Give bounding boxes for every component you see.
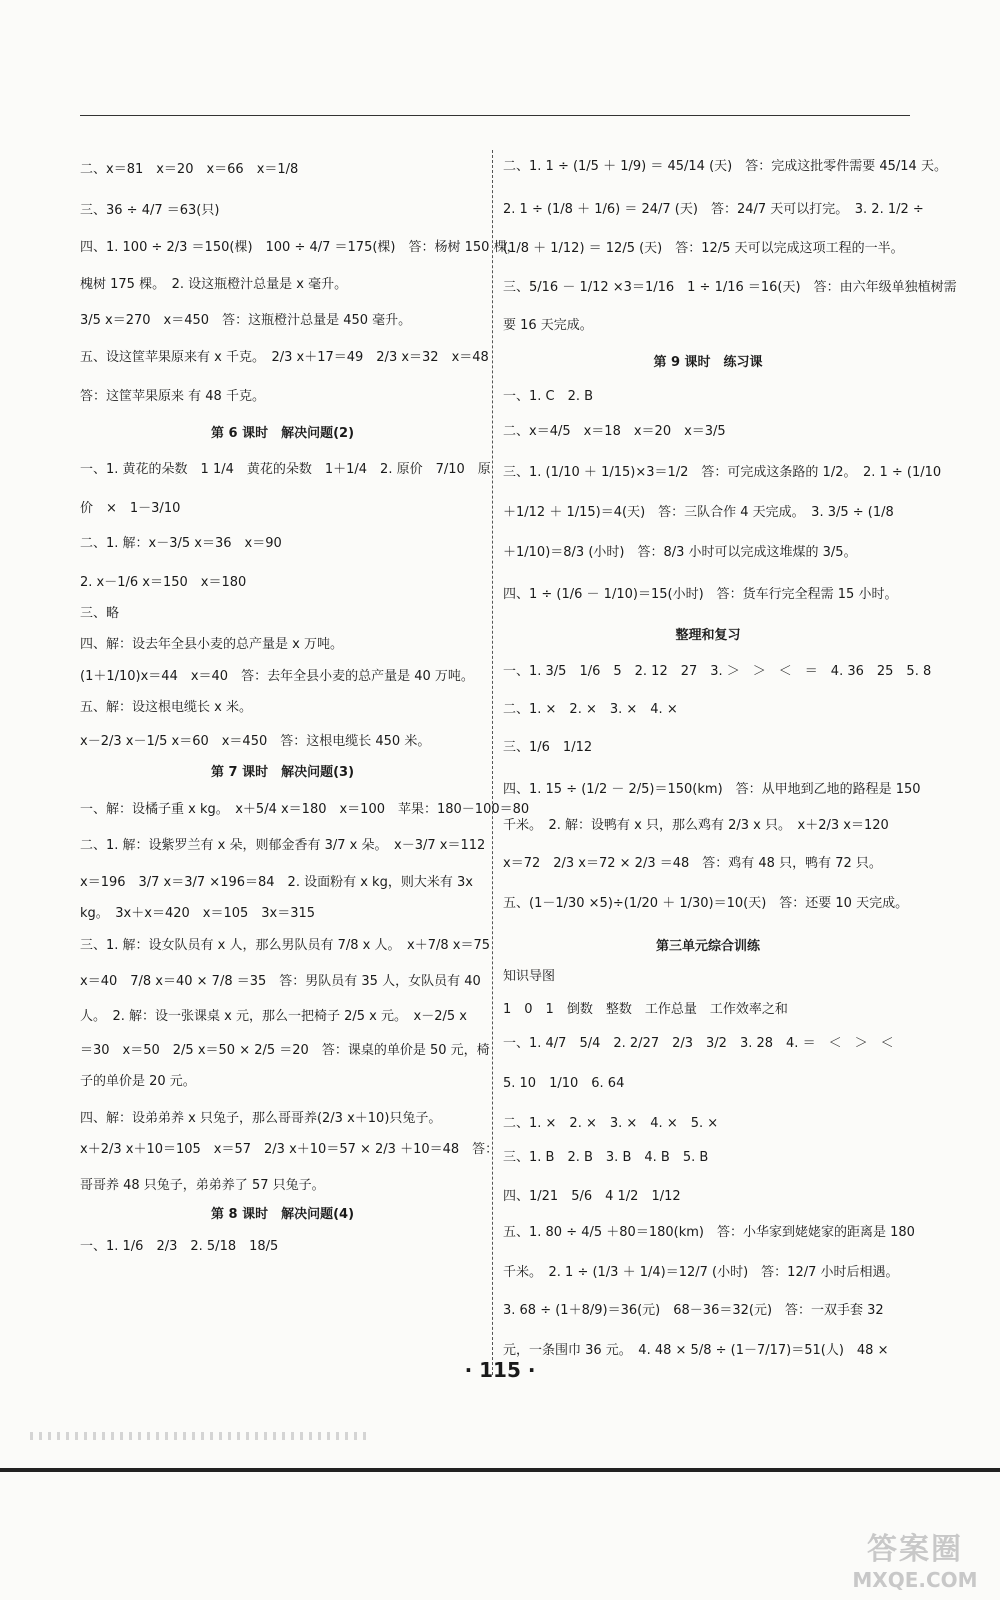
answer-line: 五、设这筐苹果原来有 x 千克。 2/3 x＋17＝49 2/3 x＝32 x＝48 [80,350,489,365]
answer-line: 一、1. 黄花的朵数 1 1/4 黄花的朵数 1＋1/4 2. 原价 7/10 原 [80,462,491,477]
answer-line: 三、1/6 1/12 [503,740,593,755]
answer-line: x－2/3 x－1/5 x＝60 x＝450 答：这根电缆长 450 米。 [80,734,431,749]
page-number: · 115 · [464,1358,536,1382]
section-title: 第 9 课时 练习课 [653,355,763,370]
answer-line: 二、1. × 2. × 3. × 4. × 5. × [503,1116,719,1131]
answer-line: 二、1. 1 ÷ (1/5 ＋ 1/9) ＝ 45/14 (天) 答：完成这批零件需要 45/14 天。 [503,159,947,174]
answer-line: 二、1. 解：设紫罗兰有 x 朵，则郁金香有 3/7 x 朵。 x－3/7 x＝112 [80,838,486,853]
answer-line: 一、1. 1/6 2/3 2. 5/18 18/5 [80,1239,279,1254]
answer-line: 四、1 ÷ (1/6 － 1/10)＝15(小时) 答：货车行完全程需 15 小时。 [503,587,898,602]
answer-line: 子的单价是 20 元。 [80,1074,196,1089]
answer-line: 槐树 175 棵。 2. 设这瓶橙汁总量是 x 毫升。 [80,277,348,292]
answer-line: x＋2/3 x＋10＝105 x＝57 2/3 x＋10＝57 × 2/3 ＋10＝48 答： [80,1142,499,1157]
answer-line: 三、5/16 － 1/12 ×3＝1/16 1 ÷ 1/16 ＝16(天) 答：由六年级单独植树需 [503,280,957,295]
answer-line: 3/5 x＝270 x＝450 答：这瓶橙汁总量是 450 毫升。 [80,313,412,328]
top-rule [80,115,910,116]
answer-line: 哥哥养 48 只兔子，弟弟养了 57 只兔子。 [80,1178,325,1193]
answer-line: x＝196 3/7 x＝3/7 ×196＝84 2. 设面粉有 x kg，则大米有 3x [80,875,473,890]
answer-line: (1＋1/10)x＝44 x＝40 答：去年全县小麦的总产量是 40 万吨。 [80,669,474,684]
bottom-rule [0,1468,1000,1472]
answer-line: 三、36 ÷ 4/7 ＝63(只) [80,203,220,218]
answer-line: (1/8 ＋ 1/12) ＝ 12/5 (天) 答：12/5 天可以完成这项工程的一半。 [503,241,904,256]
answer-line: 三、1. B 2. B 3. B 4. B 5. B [503,1150,709,1165]
answer-line: 四、解：设弟弟养 x 只兔子，那么哥哥养(2/3 x＋10)只兔子。 [80,1111,442,1126]
answer-line: kg。 3x＋x＝420 x＝105 3x＝315 [80,906,316,921]
answer-line: x＝40 7/8 x＝40 × 7/8 ＝35 答：男队员有 35 人，女队员有 40 [80,974,481,989]
answer-line: 四、1. 100 ÷ 2/3 ＝150(棵) 100 ÷ 4/7 ＝175(棵) 答：杨树 150 棵， [80,240,520,255]
section-title: 第 7 课时 解决问题(3) [210,765,355,780]
answer-line: 2. x－1/6 x＝150 x＝180 [80,575,247,590]
answer-line: 四、1/21 5/6 4 1/2 1/12 [503,1189,681,1204]
answer-line: 元，一条围巾 36 元。 4. 48 × 5/8 ÷ (1－7/17)＝51(人) 48 × [503,1343,889,1358]
answer-line: 1 0 1 倒数 整数 工作总量 工作效率之和 [503,1002,788,1017]
answer-line: 三、1. 解：设女队员有 x 人，那么男队员有 7/8 x 人。 x＋7/8 x＝75 [80,938,490,953]
answer-line: 五、1. 80 ÷ 4/5 ＋80＝180(km) 答：小华家到姥姥家的距离是 180 [503,1225,915,1240]
answer-line: 千米。 2. 解：设鸭有 x 只，那么鸡有 2/3 x 只。 x＋2/3 x＝120 [503,818,889,833]
answer-line: 一、解：设橘子重 x kg。 x＋5/4 x＝180 x＝100 苹果：180－100＝80 [80,802,530,817]
answer-line: 3. 68 ÷ (1＋8/9)＝36(元) 68－36＝32(元) 答：一双手套 32 [503,1303,884,1318]
column-divider [492,150,493,1375]
answer-line: 三、1. (1/10 ＋ 1/15)×3＝1/2 答：可完成这条路的 1/2。 2. 1 ÷ (1/10 [503,465,942,480]
answer-line: 二、x＝81 x＝20 x＝66 x＝1/8 [80,162,299,177]
answer-line: 知识导图 [503,969,556,984]
answer-line: 五、(1－1/30 ×5)÷(1/20 ＋ 1/30)＝10(天) 答：还要 10 天完成。 [503,896,909,911]
watermark-url: MXQE.COM [852,1568,978,1592]
answer-line: x＝72 2/3 x＝72 × 2/3 ＝48 答：鸡有 48 只，鸭有 72 只。 [503,856,882,871]
section-title: 第 8 课时 解决问题(4) [210,1207,355,1222]
answer-line: 二、x＝4/5 x＝18 x＝20 x＝3/5 [503,424,726,439]
section-title: 第三单元综合训练 [655,939,760,954]
answer-line: ＋1/12 ＋ 1/15)＝4(天) 答：三队合作 4 天完成。 3. 3/5 ÷ (1/8 [503,505,894,520]
answer-line: 一、1. 3/5 1/6 5 2. 12 27 3. ＞ ＞ ＜ ＝ 4. 36 25 5. 8 [503,664,932,679]
section-title: 整理和复习 [675,628,741,643]
answer-line: 要 16 天完成。 [503,318,593,333]
answer-line: ＝30 x＝50 2/5 x＝50 × 2/5 ＝20 答：课桌的单价是 50 元，椅 [80,1043,490,1058]
answer-line: 人。 2. 解：设一张课桌 x 元，那么一把椅子 2/5 x 元。 x－2/5 x [80,1009,467,1024]
answer-line: 价 × 1－3/10 [80,501,181,516]
answer-line: 答：这筐苹果原来 有 48 千克。 [80,389,265,404]
answer-line: 四、1. 15 ÷ (1/2 － 2/5)＝150(km) 答：从甲地到乙地的路程是 150 [503,782,921,797]
answer-line: 四、解：设去年全县小麦的总产量是 x 万吨。 [80,637,343,652]
answer-line: 二、1. 解：x－3/5 x＝36 x＝90 [80,536,282,551]
answer-line: 千米。 2. 1 ÷ (1/3 ＋ 1/4)＝12/7 (小时) 答：12/7 小时后相遇。 [503,1265,899,1280]
watermark-logo [840,1524,990,1592]
answer-line: 2. 1 ÷ (1/8 ＋ 1/6) ＝ 24/7 (天) 答：24/7 天可以打完。 3. 2. 1/2 ÷ [503,202,924,217]
watermark-text: 答案圈 [867,1532,963,1567]
answer-line: 五、解：设这根电缆长 x 米。 [80,700,252,715]
answer-line: 一、1. C 2. B [503,389,594,404]
answer-line: ＋1/10)＝8/3 (小时) 答：8/3 小时可以完成这堆煤的 3/5。 [503,545,857,560]
answer-line: 三、略 [80,606,120,621]
section-title: 第 6 课时 解决问题(2) [210,426,355,441]
answer-line: 二、1. × 2. × 3. × 4. × [503,702,678,717]
scan-noise [30,1432,370,1440]
answer-line: 5. 10 1/10 6. 64 [503,1076,625,1091]
answer-line: 一、1. 4/7 5/4 2. 2/27 2/3 3/2 3. 28 4. ＝ ＜ ＞ ＜ [503,1036,894,1051]
